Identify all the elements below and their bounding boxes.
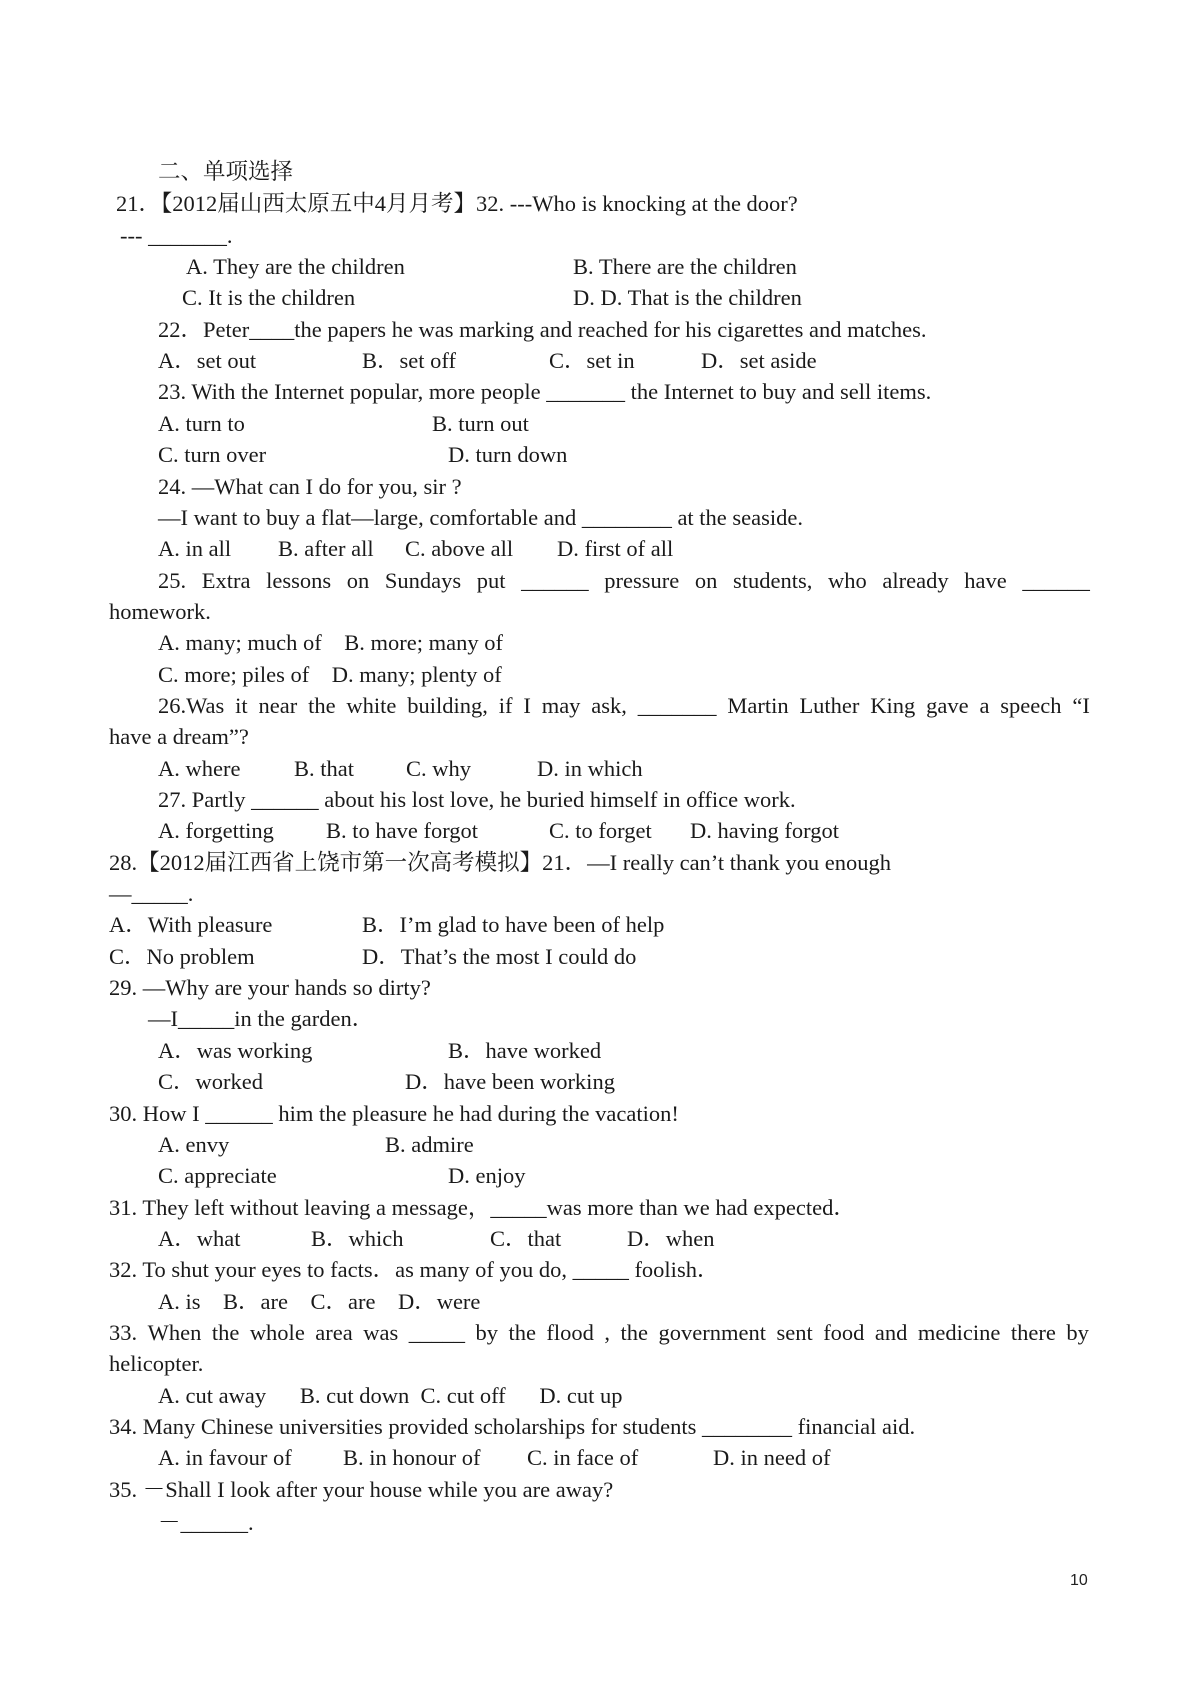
q22-stem: 22．Peter____the papers he was marking and reached for his cigarettes and matches. bbox=[158, 317, 927, 342]
section-title: 二、单项选择 bbox=[158, 159, 294, 184]
q25-options-ab: A. many; much of B. more; many of bbox=[158, 630, 503, 655]
q25-word: on bbox=[346, 568, 370, 593]
q25-word: ______ bbox=[1022, 568, 1090, 593]
q23-option-a: A. turn to bbox=[158, 411, 245, 436]
q25-word: lessons bbox=[266, 568, 332, 593]
q34-option-b: B. in honour of bbox=[343, 1445, 481, 1470]
q29-option-c: C．worked bbox=[158, 1069, 263, 1094]
q26-option-d: D. in which bbox=[537, 756, 643, 781]
q34-stem: 34. Many Chinese universities provided scholarships for students ________ financial aid. bbox=[109, 1414, 916, 1439]
q33-word: medicine bbox=[917, 1320, 1001, 1345]
q26-word: building, bbox=[407, 693, 488, 718]
q25-stem-end: homework. bbox=[109, 599, 211, 624]
q25-stem bbox=[158, 570, 1090, 593]
q33-word: When bbox=[147, 1320, 202, 1345]
q26-word: I bbox=[523, 693, 531, 718]
q34-option-c: C. in face of bbox=[527, 1445, 639, 1470]
q23-option-c: C. turn over bbox=[158, 442, 267, 467]
q33-word: flood bbox=[546, 1320, 594, 1345]
q23-option-b: B. turn out bbox=[432, 411, 529, 436]
q21-reply: --- _______. bbox=[120, 223, 233, 248]
q33-word: the bbox=[508, 1320, 536, 1345]
q24-option-c: C. above all bbox=[405, 536, 514, 561]
q26-word: if bbox=[498, 693, 513, 718]
q28-option-c: C．No problem bbox=[109, 944, 255, 969]
q32-options: A. is B．are C．are D．were bbox=[158, 1289, 481, 1314]
q34-option-d: D. in need of bbox=[713, 1445, 831, 1470]
q26-word: white bbox=[346, 693, 397, 718]
q33-word: by bbox=[475, 1320, 498, 1345]
q33-word: the bbox=[620, 1320, 649, 1345]
q24-option-b: B. after all bbox=[278, 536, 374, 561]
q29-stem: 29. —Why are your hands so dirty? bbox=[109, 975, 431, 1000]
q28-stem: 28.【2012届江西省上饶市第一次高考模拟】21．—I really can’t thank you enough bbox=[109, 850, 891, 875]
q33-word: government bbox=[658, 1320, 766, 1345]
q33-word: the bbox=[211, 1320, 240, 1345]
q27-option-b: B. to have forgot bbox=[326, 818, 479, 843]
q28-option-b: B．I’m glad to have been of help bbox=[362, 912, 665, 937]
q33-word: and bbox=[874, 1320, 908, 1345]
q35-reply: －______. bbox=[158, 1510, 254, 1535]
q23-option-d: D. turn down bbox=[448, 442, 568, 467]
q31-option-d: D．when bbox=[627, 1226, 715, 1251]
q26-word: “I bbox=[1072, 693, 1090, 718]
q28-option-a: A．With pleasure bbox=[109, 912, 273, 937]
q25-word: have bbox=[964, 568, 1007, 593]
q26-word: Martin bbox=[727, 693, 789, 718]
q33-options: A. cut away B. cut down C. cut off D. cut up bbox=[158, 1383, 623, 1408]
q26-word: may bbox=[541, 693, 581, 718]
q25-word: who bbox=[828, 568, 867, 593]
q25-word: on bbox=[694, 568, 718, 593]
q33-word: , bbox=[604, 1320, 611, 1345]
q29-reply: —I_____in the garden． bbox=[148, 1006, 375, 1031]
q35-stem: 35. －Shall I look after your house while you are away? bbox=[109, 1477, 614, 1502]
q33-word: area bbox=[315, 1320, 353, 1345]
q26-word: 26.Was bbox=[158, 693, 225, 718]
page-number: 10 bbox=[1070, 1572, 1088, 1589]
q21-option-a: A. They are the children bbox=[186, 254, 405, 279]
q33-word: food bbox=[823, 1320, 865, 1345]
q26-word: _______ bbox=[637, 693, 717, 718]
q33-word: by bbox=[1066, 1320, 1089, 1345]
q33-word: _____ bbox=[408, 1320, 465, 1345]
q26-option-c: C. why bbox=[406, 756, 472, 781]
q26-word: a bbox=[979, 693, 990, 718]
q26-word: ask, bbox=[591, 693, 627, 718]
q33-word: whole bbox=[249, 1320, 305, 1345]
q21-option-b: B. There are the children bbox=[573, 254, 797, 279]
q21-stem: 21．【2012届山西太原五中4月月考】32. ---Who is knocking at the door? bbox=[116, 191, 798, 216]
q33-stem-end: helicopter. bbox=[109, 1351, 204, 1376]
q27-option-a: A. forgetting bbox=[158, 818, 274, 843]
q25-word: Extra bbox=[201, 568, 251, 593]
q26-word: King bbox=[870, 693, 916, 718]
q22-option-c: C．set in bbox=[549, 348, 635, 373]
q27-option-d: D. having forgot bbox=[690, 818, 839, 843]
q26-word: near bbox=[258, 693, 298, 718]
q21-option-c: C. It is the children bbox=[182, 285, 356, 310]
q25-options-cd: C. more; piles of D. many; plenty of bbox=[158, 662, 502, 687]
q26-word: gave bbox=[926, 693, 969, 718]
q30-option-a: A. envy bbox=[158, 1132, 230, 1157]
q24-stem: 24. —What can I do for you, sir ? bbox=[158, 474, 462, 499]
q26-word: the bbox=[308, 693, 336, 718]
q26-option-a: A. where bbox=[158, 756, 241, 781]
q22-option-b: B．set off bbox=[362, 348, 456, 373]
q33-word: sent bbox=[776, 1320, 813, 1345]
q26-word: it bbox=[235, 693, 248, 718]
q24-reply: —I want to buy a flat—large, comfortable and ________ at the seaside. bbox=[158, 505, 804, 530]
q26-stem bbox=[158, 695, 1090, 718]
q25-word: pressure bbox=[604, 568, 680, 593]
q25-word: 25. bbox=[158, 568, 187, 593]
q28-reply: —_____. bbox=[109, 881, 194, 906]
q33-word: there bbox=[1010, 1320, 1056, 1345]
q30-option-d: D. enjoy bbox=[448, 1163, 526, 1188]
q33-word: 33. bbox=[109, 1320, 138, 1345]
q25-word: put bbox=[476, 568, 506, 593]
q29-option-b: B．have worked bbox=[448, 1038, 602, 1063]
q31-option-a: A．what bbox=[158, 1226, 241, 1251]
q25-word: ______ bbox=[521, 568, 589, 593]
q25-word: Sundays bbox=[384, 568, 462, 593]
q30-option-c: C. appreciate bbox=[158, 1163, 277, 1188]
q26-option-b: B. that bbox=[294, 756, 354, 781]
q26-word: Luther bbox=[799, 693, 860, 718]
q34-option-a: A. in favour of bbox=[158, 1445, 292, 1470]
q33-word: was bbox=[363, 1320, 399, 1345]
q22-option-a: A．set out bbox=[158, 348, 257, 373]
q27-option-c: C. to forget bbox=[549, 818, 652, 843]
q30-stem: 30. How I ______ him the pleasure he had during the vacation! bbox=[109, 1101, 679, 1126]
q29-option-d: D．have been working bbox=[405, 1069, 615, 1094]
q23-stem: 23. With the Internet popular, more people _______ the Internet to buy and sell items. bbox=[158, 379, 932, 404]
q25-word: students, bbox=[733, 568, 813, 593]
q26-stem-end: have a dream”? bbox=[109, 724, 249, 749]
q30-option-b: B. admire bbox=[385, 1132, 474, 1157]
q29-option-a: A．was working bbox=[158, 1038, 313, 1063]
q27-stem: 27. Partly ______ about his lost love, he buried himself in office work. bbox=[158, 787, 796, 812]
q31-stem: 31. They left without leaving a message，_____was more than we had expected． bbox=[109, 1195, 856, 1220]
q24-option-a: A. in all bbox=[158, 536, 232, 561]
q33-stem bbox=[109, 1322, 1089, 1345]
q26-word: speech bbox=[1000, 693, 1062, 718]
q32-stem: 32. To shut your eyes to facts．as many of you do, _____ foolish． bbox=[109, 1257, 720, 1282]
q25-word: already bbox=[882, 568, 949, 593]
q31-option-c: C．that bbox=[490, 1226, 562, 1251]
q31-option-b: B．which bbox=[311, 1226, 404, 1251]
q22-option-d: D．set aside bbox=[701, 348, 817, 373]
q28-option-d: D．That’s the most I could do bbox=[362, 944, 637, 969]
q24-option-d: D. first of all bbox=[557, 536, 674, 561]
q21-option-d: D. D. That is the children bbox=[573, 285, 802, 310]
